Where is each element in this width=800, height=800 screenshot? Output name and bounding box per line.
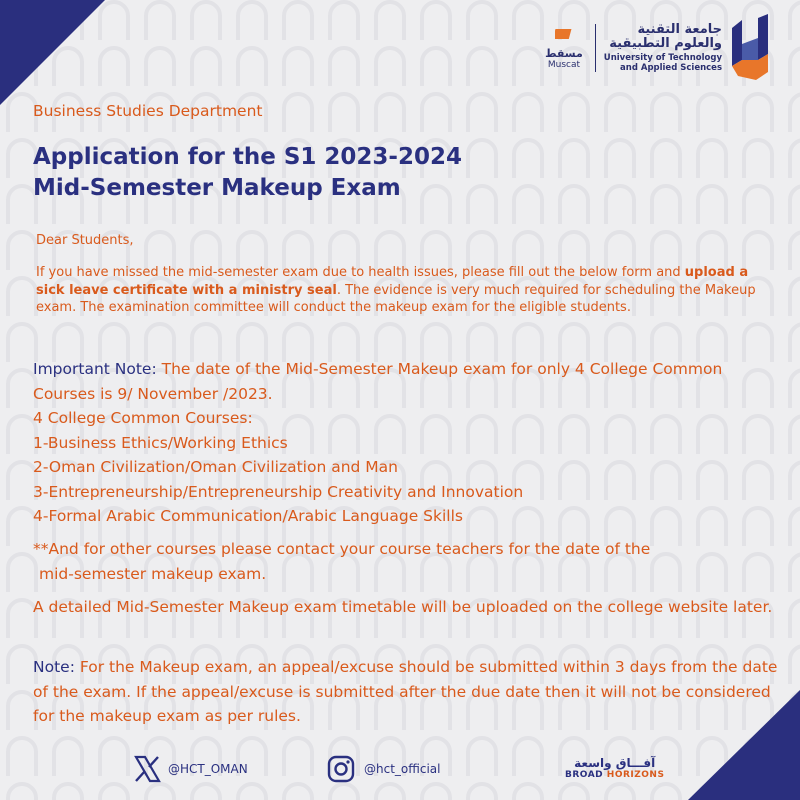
utas-emblem-icon xyxy=(728,14,772,82)
horizons-word: HORIZONS xyxy=(606,770,665,780)
appeal-note xyxy=(33,655,785,729)
muscat-english: Muscat xyxy=(547,59,581,70)
important-note-label: Important Note: xyxy=(33,360,157,378)
important-note-text: The date of the Mid-Semester Makeup exam for only 4 College Common Courses is 9/ November /2023. xyxy=(33,360,723,403)
x-social-link[interactable] xyxy=(132,754,248,784)
course-item: 4-Formal Arabic Communication/Arabic Language Skills xyxy=(33,507,463,525)
university-name-english: University of Technology and Applied Sciences xyxy=(603,53,722,73)
muscat-mark-icon xyxy=(555,27,573,41)
x-logo-icon xyxy=(132,754,162,784)
important-note xyxy=(33,357,785,529)
other-courses-line-1: **And for other courses please contact your course teachers for the date of the xyxy=(33,540,651,558)
intro-bold-text: upload a sick leave certificate with a ministry seal xyxy=(36,265,749,298)
course-item: 1-Business Ethics/Working Ethics xyxy=(33,433,288,452)
broad-horizons-arabic: آفـــاق واسعة xyxy=(574,756,656,770)
intro-paragraph xyxy=(36,264,776,317)
course-item: 2-Oman Civilization/Oman Civilization and Man xyxy=(33,458,399,476)
university-logo xyxy=(545,14,772,82)
note-label: Note: xyxy=(33,658,75,676)
broad-horizons-english xyxy=(565,770,664,780)
other-courses-note xyxy=(33,537,785,586)
x-handle: @HCT_OMAN xyxy=(168,762,248,776)
courses-heading: 4 College Common Courses: xyxy=(33,409,253,427)
instagram-social-link[interactable] xyxy=(326,754,440,784)
other-courses-line-2: mid-semester makeup exam. xyxy=(39,564,267,583)
timetable-note: A detailed Mid-Semester Makeup exam timetable will be uploaded on the college website later. xyxy=(33,598,773,616)
department-label: Business Studies Department xyxy=(33,102,263,120)
corner-decoration-top-left xyxy=(0,0,110,110)
university-name-arabic: جامعة التقنية والعلوم التطبيقية xyxy=(609,22,722,51)
university-name xyxy=(604,23,722,73)
intro-text-1: If you have missed the mid-semester exam due to health issues, please fill out the below form and xyxy=(36,265,685,280)
broad-word: BROAD xyxy=(565,770,607,780)
greeting: Dear Students, xyxy=(36,233,134,248)
intro-text-2: . The evidence is very much required for scheduling the Makeup exam. The examination committee will conduct the makeup exam for the eligible students. xyxy=(36,282,756,315)
muscat-arabic: مسقط xyxy=(545,46,583,60)
broad-horizons-logo xyxy=(565,756,664,780)
page-title: Application for the S1 2023-2024 Mid-Semester Makeup Exam xyxy=(33,144,462,201)
muscat-branch xyxy=(545,27,583,70)
instagram-handle: @hct_official xyxy=(364,762,441,776)
logo-divider xyxy=(595,24,596,72)
course-item: 3-Entrepreneurship/Entrepreneurship Creativity and Innovation xyxy=(33,482,524,501)
footer xyxy=(0,752,800,796)
note-text: For the Makeup exam, an appeal/excuse should be submitted within 3 days from the date of the exam. If the appeal/excuse is submitted after the due date then it will not be considered for the makeup exam as per rules. xyxy=(33,658,778,725)
instagram-icon xyxy=(326,754,356,784)
